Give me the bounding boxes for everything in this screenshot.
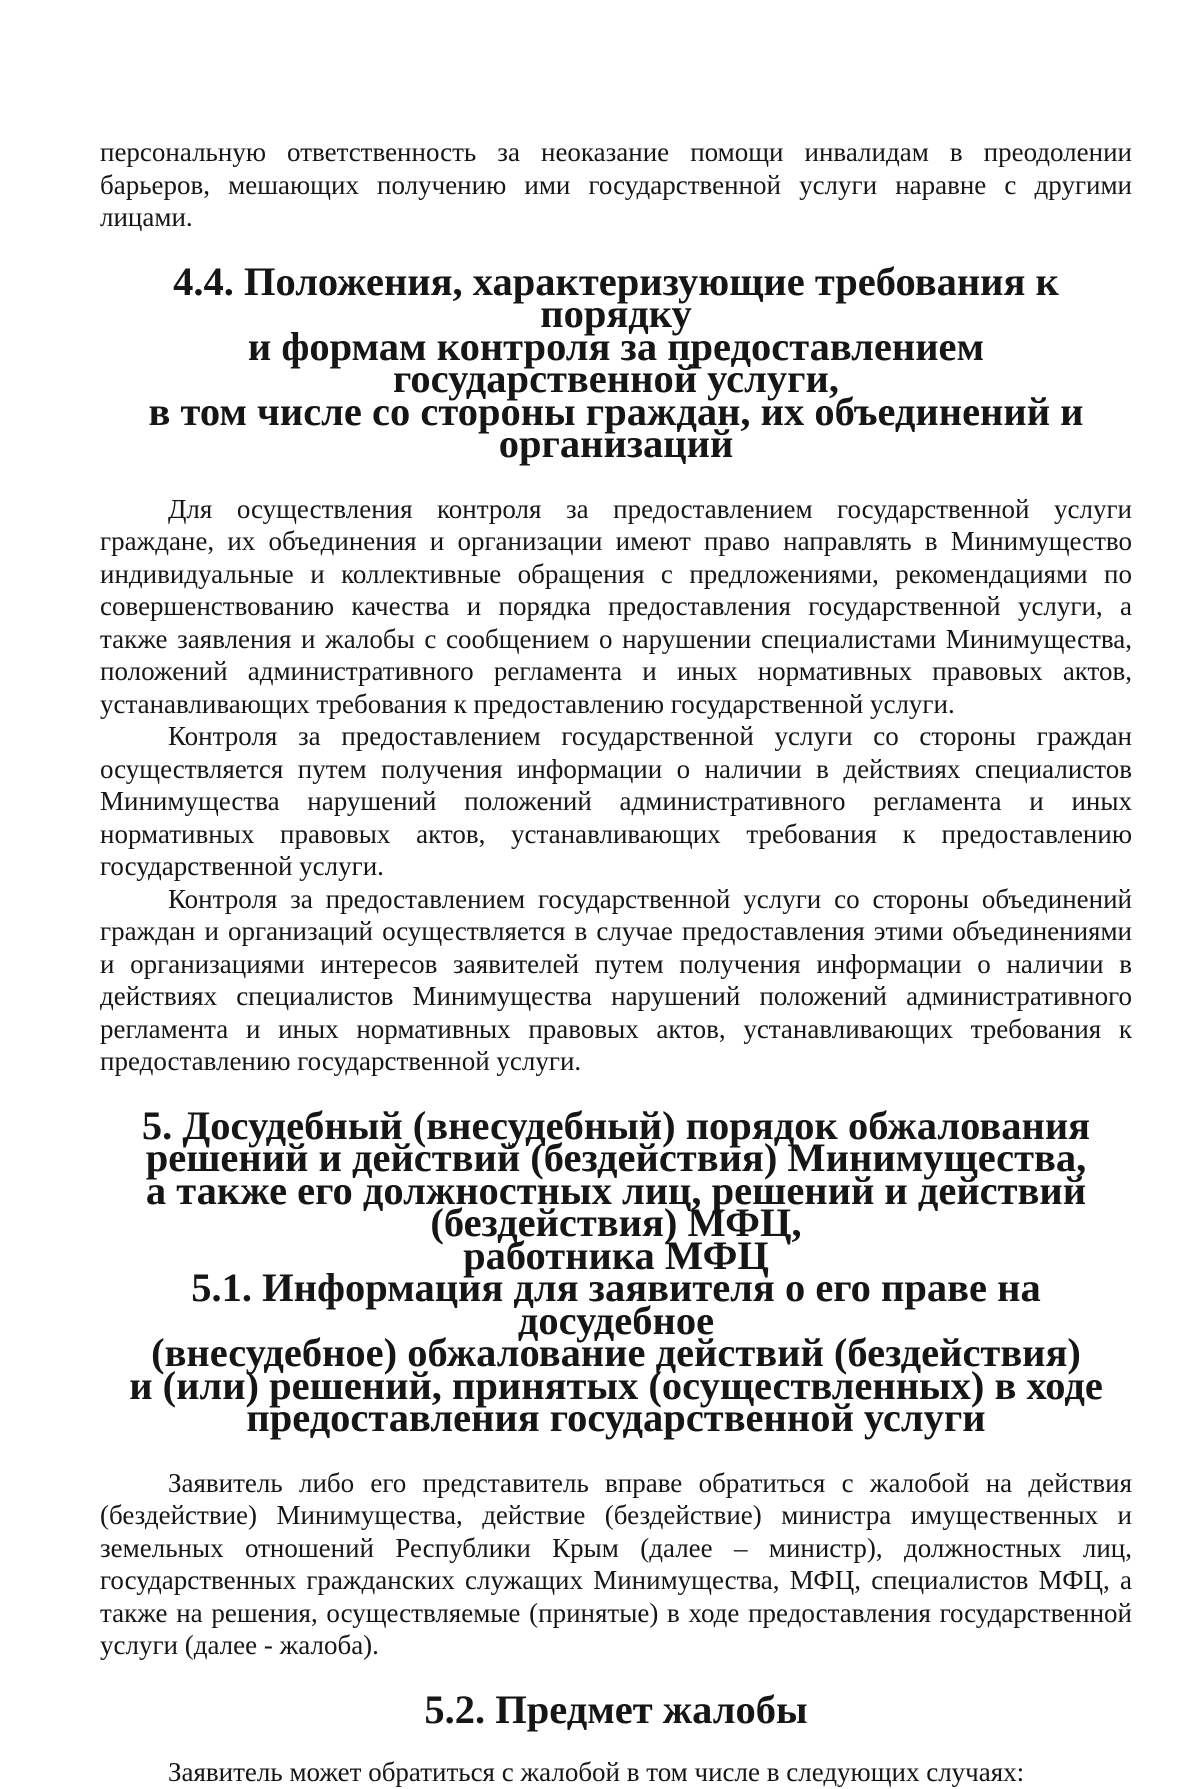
section-5-1-heading [100, 1265, 1132, 1440]
section-4-4-paragraph-1: Для осуществления контроля за предоставлением государственной услуги граждане, их объединения и организации имеют право направлять в Минимущество индивидуальные и коллективные обращения с предложениями, рекомендациями по совершенствованию качества и порядка предоставления государственной услуги, а также заявления и жалобы с сообщением о нарушении специалистами Минимущества, положений административного регламента и иных нормативных правовых актов, устанавливающих требования к предоставлению государственной услуги. [100, 493, 1132, 719]
section-5-1-heading-line: и (или) решений, принятых (осуществленных) в ходе [129, 1362, 1103, 1408]
section-5-1-heading-line: предоставления государственной услуги [246, 1395, 986, 1440]
section-4-4-heading-line: 4.4. Положения, характеризующие требования к порядку [173, 258, 1059, 336]
section-4-4-heading-line: и формам контроля за предоставлением государственной услуги, [247, 323, 985, 401]
section-5-1-heading-line: (внесудебное) обжалование действий (бездействия) [151, 1330, 1081, 1375]
section-4-4-paragraph-2: Контроля за предоставлением государственной услуги со стороны граждан осуществляется путем получения информации о наличии в действиях специалистов Минимущества нарушений положений административного регламента и иных нормативных правовых актов, устанавливающих требования к предоставлению государственной услуги. [100, 721, 1132, 881]
intro-paragraph: персональную ответственность за неоказание помощи инвалидам в преодолении барьеров, мешающих получению ими государственной услуги наравне с другими лицами. [100, 137, 1132, 232]
section-5-2-heading: 5.2. Предмет жалобы [424, 1686, 808, 1732]
section-5-heading [100, 1102, 1132, 1278]
section-5-heading-line: а также его должностных лиц, решений и действий (бездействия) МФЦ, [145, 1167, 1087, 1245]
document-page [100, 136, 1132, 1789]
section-5-heading-line: решений и действий (бездействия) Минимущества, [145, 1135, 1087, 1180]
section-5-1-heading-line: 5.1. Информация для заявителя о его праве на досудебное [191, 1265, 1041, 1343]
section-4-4-heading [100, 258, 1132, 466]
section-4-4-paragraph-3: Контроля за предоставлением государственной услуги со стороны объединений граждан и организаций осуществляется в случае предоставления этими объединениями и организациями интересов заявителей путем получения информации о наличии в действиях специалистов Минимущества нарушений положений административного регламента и иных нормативных правовых актов, устанавливающих требования к предоставлению государственной услуги. [100, 883, 1132, 1076]
section-5-2-paragraph: Заявитель может обратиться с жалобой в том числе в следующих случаях: [168, 1757, 1025, 1787]
section-4-4-heading-line: в том числе со стороны граждан, их объединений и организаций [148, 388, 1084, 466]
section-5-heading-line: работника МФЦ [463, 1232, 769, 1278]
section-5-heading-line: 5. Досудебный (внесудебный) порядок обжалования [141, 1102, 1091, 1148]
section-5-1-paragraph: Заявитель либо его представитель вправе обратиться с жалобой на действия (бездействие) Минимущества, действие (бездействие) министра имущественных и земельных отношений Республики Крым (далее – министр), должностных лиц, государственных гражданских служащих Минимущества, МФЦ, специалистов МФЦ, а также на решения, осуществляемые (принятые) в ходе предоставления государственной услуги (далее - жалоба). [100, 1467, 1132, 1660]
